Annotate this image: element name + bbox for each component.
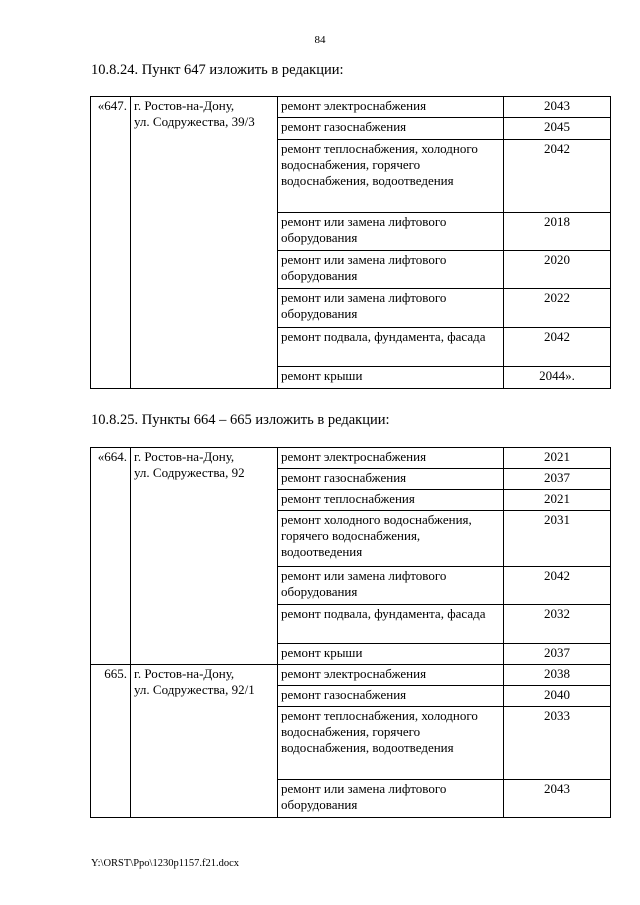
year-cell: 2043 bbox=[504, 780, 611, 818]
table-row bbox=[91, 448, 611, 469]
year-cell: 2043 bbox=[504, 97, 611, 118]
work-cell: ремонт или замена лифтового оборудования bbox=[278, 213, 504, 251]
table-row bbox=[91, 665, 611, 686]
year-cell: 2037 bbox=[504, 469, 611, 490]
item-address bbox=[131, 448, 278, 665]
item-number: «664. bbox=[91, 448, 131, 665]
year-cell: 2022 bbox=[504, 289, 611, 328]
address-line: ул. Содружества, 39/3 bbox=[134, 114, 255, 129]
work-cell: ремонт холодного водоснабжения, горячего водоснабжения, водоотведения bbox=[278, 511, 504, 567]
work-cell: ремонт теплоснабжения, холодного водоснабжения, горячего водоснабжения, водоотведения bbox=[278, 707, 504, 780]
work-cell: ремонт электроснабжения bbox=[278, 97, 504, 118]
work-cell: ремонт крыши bbox=[278, 367, 504, 389]
table-647 bbox=[90, 96, 611, 389]
address-line: ул. Содружества, 92 bbox=[134, 465, 245, 480]
work-cell: ремонт или замена лифтового оборудования bbox=[278, 780, 504, 818]
table-row bbox=[91, 97, 611, 118]
year-cell: 2033 bbox=[504, 707, 611, 780]
year-cell: 2042 bbox=[504, 140, 611, 213]
item-number: «647. bbox=[91, 97, 131, 389]
year-cell: 2020 bbox=[504, 251, 611, 289]
year-cell: 2040 bbox=[504, 686, 611, 707]
item-number: 665. bbox=[91, 665, 131, 818]
year-cell: 2044». bbox=[504, 367, 611, 389]
year-cell: 2021 bbox=[504, 448, 611, 469]
page-number: 84 bbox=[314, 34, 326, 46]
work-cell: ремонт газоснабжения bbox=[278, 469, 504, 490]
work-cell: ремонт электроснабжения bbox=[278, 665, 504, 686]
work-cell: ремонт подвала, фундамента, фасада bbox=[278, 605, 504, 644]
section-heading-647: 10.8.24. Пункт 647 изложить в редакции: bbox=[91, 62, 344, 78]
table-664-665 bbox=[90, 447, 611, 818]
address-line: г. Ростов-на-Дону, bbox=[134, 666, 235, 681]
year-cell: 2038 bbox=[504, 665, 611, 686]
year-cell: 2042 bbox=[504, 567, 611, 605]
work-cell: ремонт электроснабжения bbox=[278, 448, 504, 469]
item-address bbox=[131, 97, 278, 389]
section-heading-664-665: 10.8.25. Пункты 664 – 665 изложить в редакции: bbox=[91, 412, 390, 428]
address-line: г. Ростов-на-Дону, bbox=[134, 449, 235, 464]
work-cell: ремонт подвала, фундамента, фасада bbox=[278, 328, 504, 367]
address-line: ул. Содружества, 92/1 bbox=[134, 682, 255, 697]
work-cell: ремонт теплоснабжения, холодного водоснабжения, горячего водоснабжения, водоотведения bbox=[278, 140, 504, 213]
work-cell: ремонт или замена лифтового оборудования bbox=[278, 567, 504, 605]
work-cell: ремонт крыши bbox=[278, 644, 504, 665]
work-cell: ремонт или замена лифтового оборудования bbox=[278, 289, 504, 328]
work-cell: ремонт газоснабжения bbox=[278, 686, 504, 707]
year-cell: 2021 bbox=[504, 490, 611, 511]
year-cell: 2045 bbox=[504, 118, 611, 140]
document-path-footer: Y:\ORST\Ppo\1230p1157.f21.docx bbox=[91, 858, 239, 869]
work-cell: ремонт теплоснабжения bbox=[278, 490, 504, 511]
work-cell: ремонт газоснабжения bbox=[278, 118, 504, 140]
year-cell: 2032 bbox=[504, 605, 611, 644]
address-line: г. Ростов-на-Дону, bbox=[134, 98, 235, 113]
year-cell: 2018 bbox=[504, 213, 611, 251]
year-cell: 2037 bbox=[504, 644, 611, 665]
year-cell: 2031 bbox=[504, 511, 611, 567]
work-cell: ремонт или замена лифтового оборудования bbox=[278, 251, 504, 289]
year-cell: 2042 bbox=[504, 328, 611, 367]
item-address bbox=[131, 665, 278, 818]
